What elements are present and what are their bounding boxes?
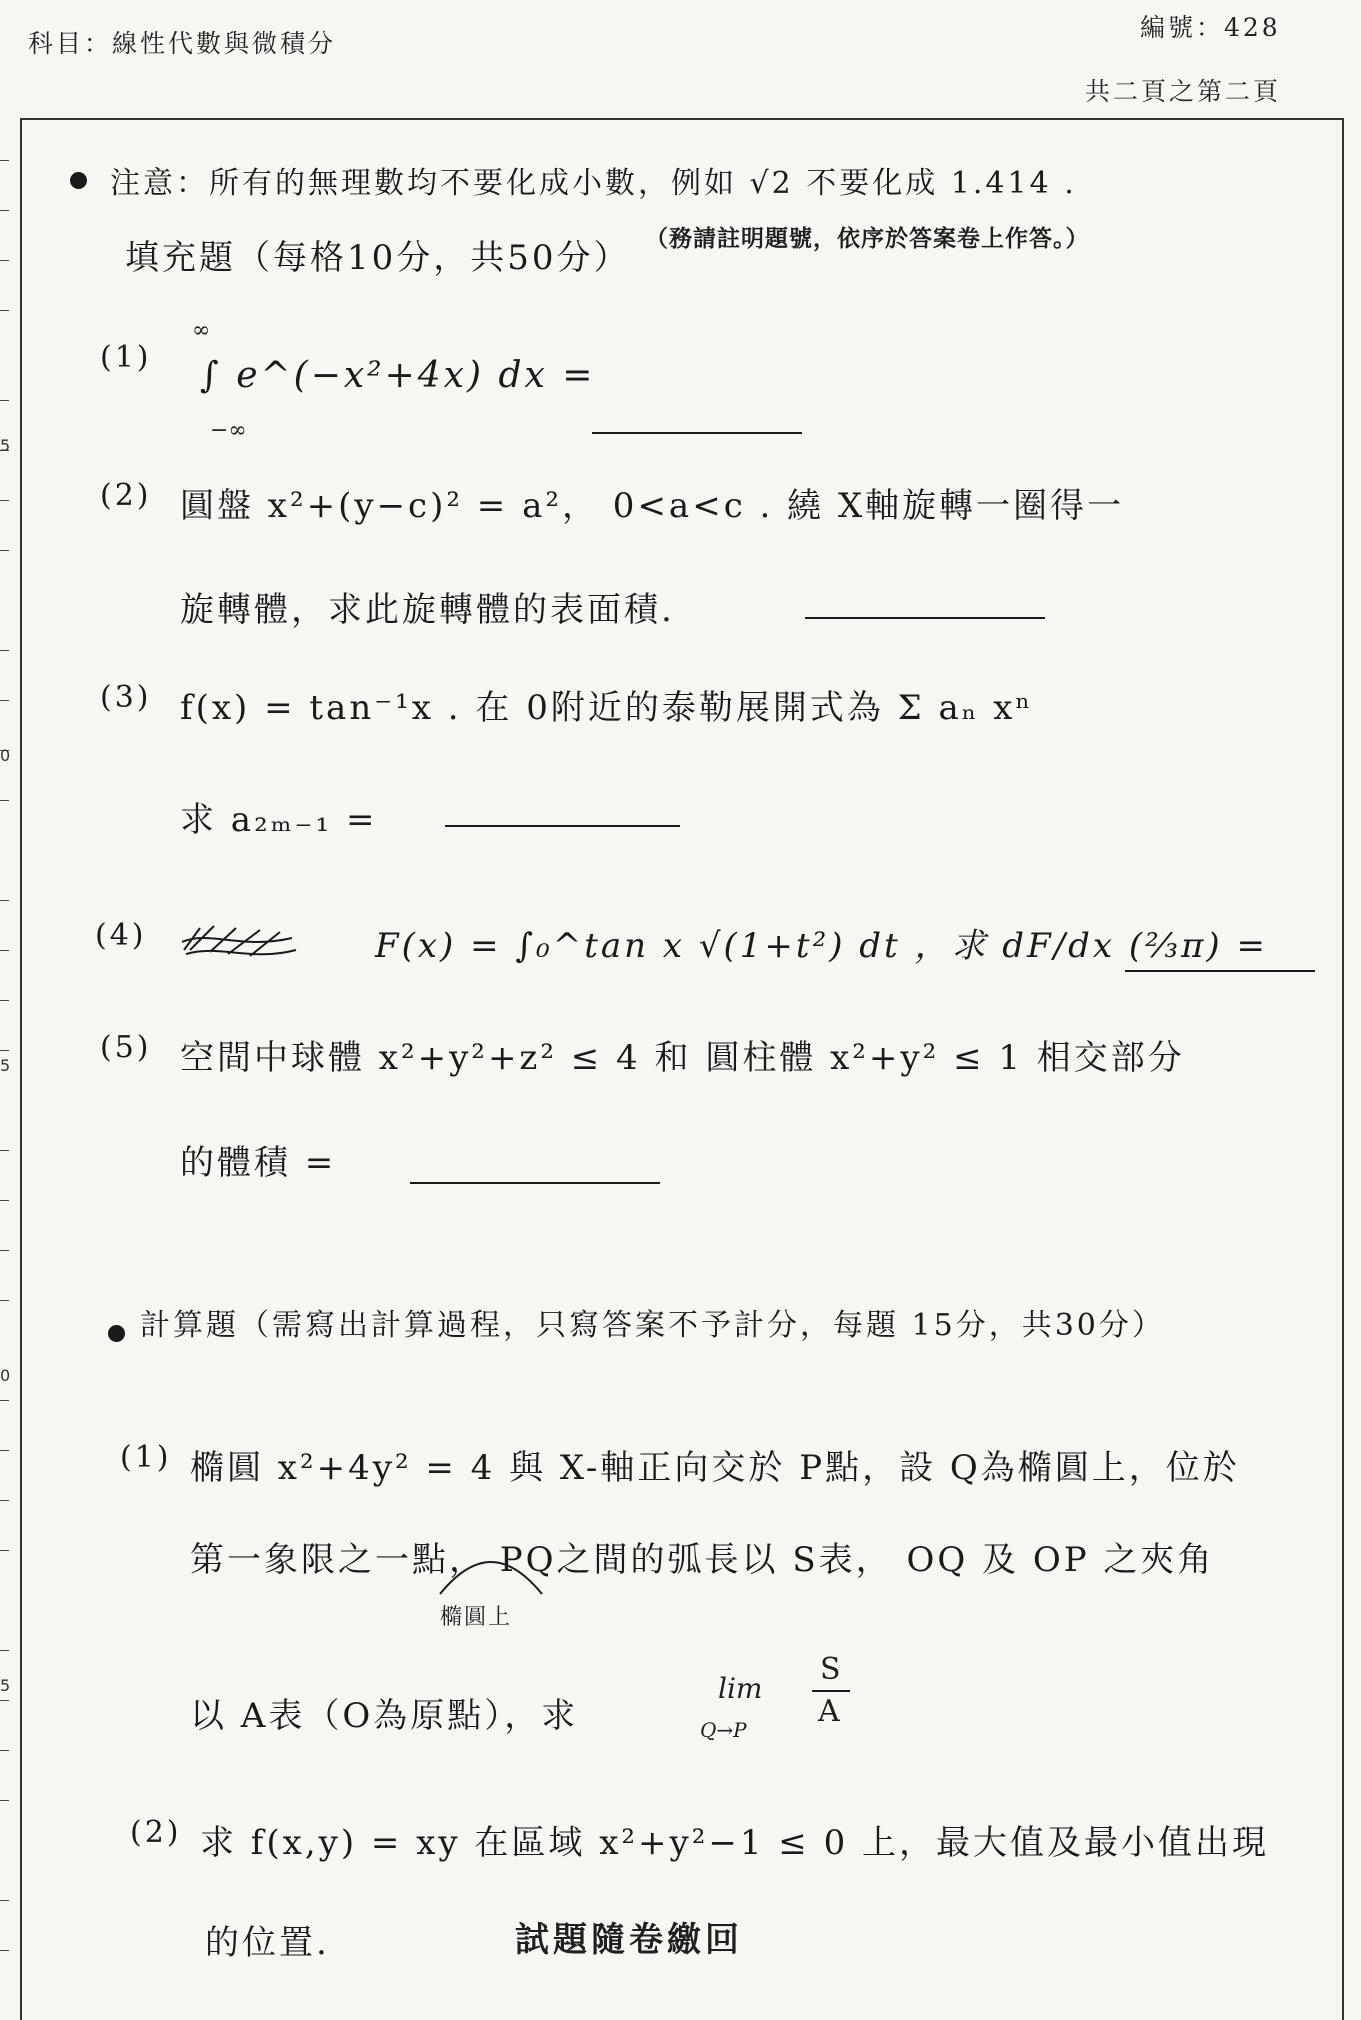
calc-q2-line2: 的位置. xyxy=(205,1923,330,1963)
calc-q1-number: (1) xyxy=(120,1440,172,1475)
q1-answer-blank xyxy=(592,432,802,434)
calc-q2-line1: 求 f(x,y) = xy 在區域 x²+y²−1 ≤ 0 上，最大值及最小值出現 xyxy=(200,1823,1270,1863)
calc-q1-lim: lim xyxy=(718,1672,763,1705)
q4-expression: F(x) = ∫₀^tan x √(1+t²) dt ，求 dF/dx (⅔π) = xyxy=(375,926,1268,966)
q3-number: (3) xyxy=(100,680,152,715)
insertion-caret xyxy=(436,1558,546,1598)
calc-section-title: 計算題（需寫出計算過程，只寫答案不予計分，每題 15分，共30分） xyxy=(140,1308,1165,1343)
calc-q1-frac-num: S xyxy=(820,1652,841,1687)
fill-section-title: 填充題（每格10分，共50分） xyxy=(125,238,631,278)
calc-q1-insert: 橢圓上 xyxy=(440,1605,513,1630)
q4-answer-blank xyxy=(1125,970,1315,972)
bullet-icon xyxy=(70,172,87,189)
notice-text: 注意：所有的無理數均不要化成小數，例如 √2 不要化成 1.414 . xyxy=(110,166,1077,201)
calc-q1-line3: 以 A表（O為原點），求 xyxy=(190,1696,579,1736)
calc-q2-number: (2) xyxy=(130,1815,182,1850)
q5-line2: 的體積 = xyxy=(180,1143,337,1183)
page-indicator: 共二頁之第二頁 xyxy=(1085,77,1282,106)
q2-line1: 圓盤 x²+(y−c)² = a²， 0<a<c . 繞 X軸旋轉一圈得一 xyxy=(180,486,1125,526)
fill-section-instruction: （務請註明題號，依序於答案卷上作答。） xyxy=(645,225,1090,251)
strikethrough-mark xyxy=(180,920,300,966)
q5-answer-blank xyxy=(410,1182,660,1184)
ruler-mark: 0 xyxy=(0,1366,11,1385)
q3-line1: f(x) = tan⁻¹x . 在 0附近的泰勒展開式為 Σ aₙ xⁿ xyxy=(180,688,1034,728)
exam-code: 編號：428 xyxy=(1140,13,1281,42)
calc-q1-frac-den: A xyxy=(818,1694,840,1729)
q1-expression: ∫ e^(−x²+4x) dx = xyxy=(200,355,596,396)
q5-line1: 空間中球體 x²+y²+z² ≤ 4 和 圓柱體 x²+y² ≤ 1 相交部分 xyxy=(180,1038,1185,1078)
q3-answer-blank xyxy=(445,825,680,827)
calc-q1-lim-sub: Q→P xyxy=(700,1718,747,1742)
left-ruler xyxy=(0,120,14,1980)
q2-line2: 旋轉體，求此旋轉體的表面積. xyxy=(180,590,675,630)
subject-label: 科目：線性代數與微積分 xyxy=(28,29,337,58)
ruler-mark: 0 xyxy=(0,746,11,765)
calc-q1-line1: 橢圓 x²+4y² = 4 與 X-軸正向交於 P點，設 Q為橢圓上，位於 xyxy=(190,1448,1240,1488)
fraction-bar xyxy=(812,1690,850,1692)
q3-line2: 求 a₂ₘ₋₁ = xyxy=(180,800,378,840)
bullet-icon xyxy=(108,1325,125,1342)
q1-number: (1) xyxy=(100,340,152,375)
q5-number: (5) xyxy=(100,1030,152,1065)
q4-number: (4) xyxy=(95,918,147,953)
return-exam-note: 試題隨卷繳回 xyxy=(515,1920,743,1960)
calc-q1-line2: 第一象限之一點， PQ之間的弧長以 S表， OQ 及 OP 之夾角 xyxy=(190,1540,1215,1580)
ruler-mark: 5 xyxy=(0,436,11,455)
q1-lower-limit: −∞ xyxy=(210,418,247,443)
q1-upper-limit: ∞ xyxy=(192,318,211,343)
q2-number: (2) xyxy=(100,478,152,513)
ruler-mark: 5 xyxy=(0,1676,11,1695)
ruler-mark: 5 xyxy=(0,1056,11,1075)
q2-answer-blank xyxy=(805,617,1045,619)
